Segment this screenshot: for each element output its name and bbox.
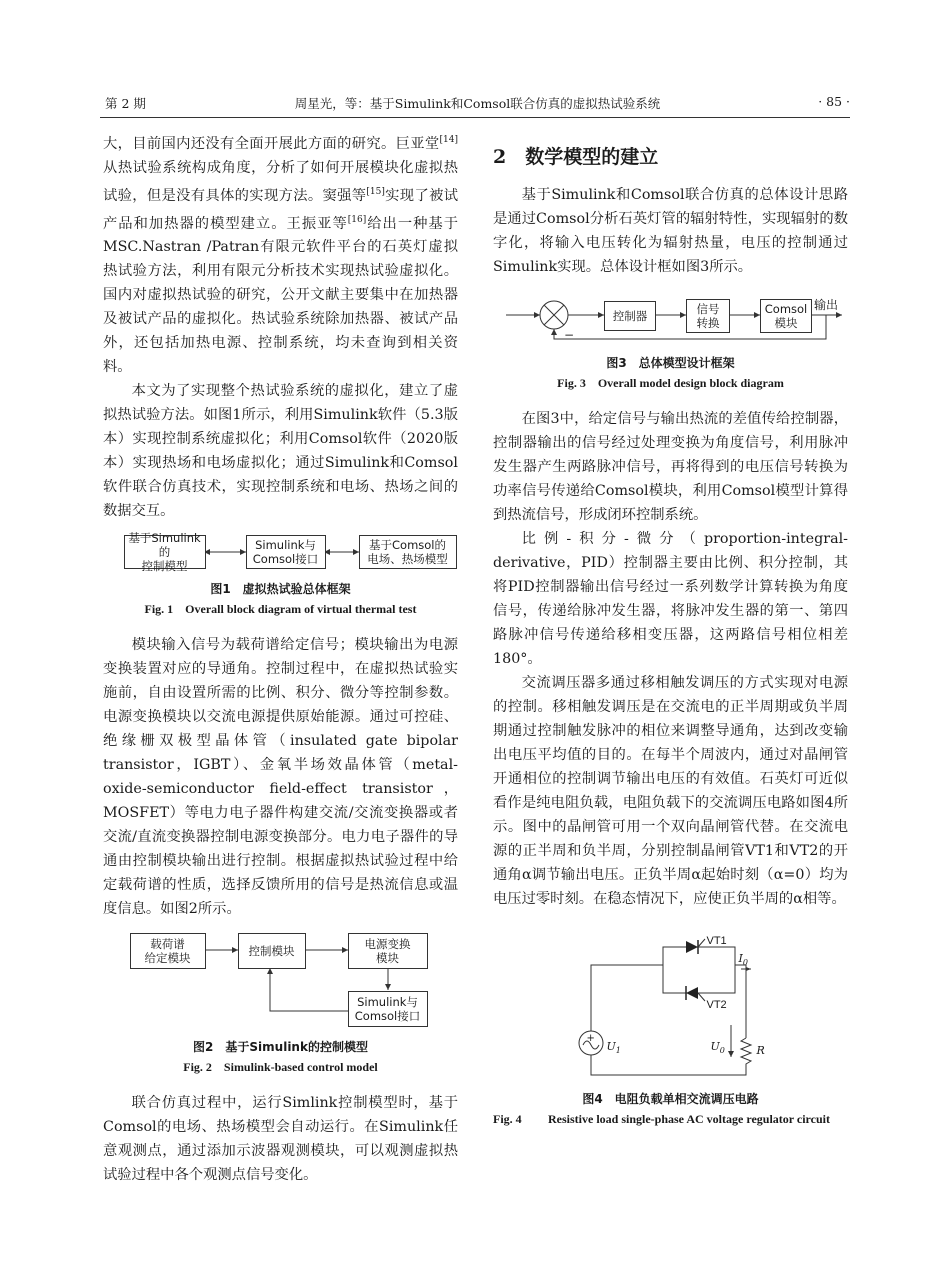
box-label: 电源变换 (364, 937, 411, 952)
u0-subscript: 0 (719, 1046, 725, 1056)
i0-symbol: I (738, 952, 743, 965)
issue-number: 第 2 期 (105, 96, 146, 111)
text-run: 从热试验系统构成角度，分析了如何开展模块化虚拟热试验，但是没有具体的实现方法。窦强等 (103, 159, 458, 204)
left-paragraph-3: 模块输入信号为载荷谱给定信号；模块输出为电源变换装置对应的导通角。控制过程中，在虚拟热试验实施前，自由设置所需的比例、积分、微分等控制参数。电源变换模块以交流电源提供原始能源。通过可控硅、绝缘栅双极型晶体管（insulated gate bipolar transistor，IGBT）、金氧半场效晶体管（metal-oxide-semiconductor field-effect transistor，MOSFET）等电力电子器件构建交流/交流变换器或者交流/直流变换器控制电源变换部分。电力电子器件的导通由控制模块输出进行控制。根据虚拟热试验过程中给定载荷谱的性质，选择反馈所用的信号是热流信息或温度信息。如图2所示。 (103, 637, 458, 918)
right-column (493, 128, 848, 1129)
fig1-interface-box (246, 535, 326, 569)
u1-subscript: 1 (615, 1046, 621, 1056)
right-paragraph-4: 交流调压器多通过移相触发调压的方式实现对电源的控制。移相触发调压是在交流电的正半周期或负半周期通过控制触发脉冲的相位来调整导通角，达到改变输出电压平均值的目的。在每半个周波内，通过对晶闸管开通相位的控制调节输出电压的有效值。石英灯可近似看作是纯电阻负载，电阻负载下的交流调压电路如图4所示。图中的晶闸管可用一个双向晶闸管代替。在交流电源的正半周和负半周，分别控制晶闸管VT1和VT2的开通角α调节输出电压。正负半周α起始时刻（α=0）均为电压过零时刻。在稳态情况下，应使正负半周的α相等。 (493, 675, 848, 907)
box-label: 信号 (696, 302, 720, 316)
arrowhead (385, 984, 391, 990)
figure-4-caption-text: Resistive load single-phase AC voltage regulator circuit (548, 1112, 830, 1126)
left-paragraph-4: 联合仿真过程中，运行Simlink控制模型时，基于Comsol的电场、热场模型会自动运行。在Simulink任意观测点，通过添加示波器观测模块，可以观测虚拟热试验过程中各个观测点信号变化。 (103, 1095, 458, 1184)
figure-2-caption-en: Fig. 2 Simulink-based control model (183, 1060, 378, 1075)
figure-2 (126, 933, 436, 1033)
box-label: 控制器 (612, 309, 648, 323)
box-label: 转换 (696, 316, 720, 330)
figure-3-caption-en: Fig. 3 Overall model design block diagram (557, 376, 784, 390)
feedback-line (270, 968, 348, 1011)
box-label: 基于Simulink的 (128, 531, 201, 560)
box-label: 基于Comsol的 (369, 538, 446, 553)
u1-label (607, 1035, 621, 1063)
figure-4-caption-cn: 图4 电阻负载单相交流调压电路 (582, 1092, 759, 1106)
thyristor-vt1 (686, 941, 698, 953)
box-label: Comsol (764, 302, 808, 316)
fig2-interface-box (348, 991, 428, 1027)
running-header (105, 94, 850, 114)
right-paragraph-2: 在图3中，给定信号与输出热流的差值传给控制器，控制器输出的信号经过处理变换为角度信号，利用脉冲发生器产生两路脉冲信号，再将得到的电压信号转换为功率信号传递给Comsol模块，利用Comsol模型计算得到热流信号，形成闭环控制系统。 (493, 411, 848, 523)
box-label: Simulink与 (255, 538, 316, 553)
fig3-signal-conversion-box (686, 299, 730, 333)
page-number: · 85 · (818, 94, 850, 109)
gate-lead (698, 993, 705, 1001)
vt1-label: VT1 (706, 935, 727, 947)
box-label: 模块 (774, 316, 798, 330)
text-run: 实现了被试产品和加热器的模型建立。王振亚等 (103, 187, 458, 232)
left-paragraph-1 (103, 128, 458, 379)
figure-3-caption-cn: 图3 总体模型设计框架 (606, 356, 735, 370)
plus-sign: + (586, 1033, 595, 1044)
box-label: 模块 (376, 951, 399, 966)
box-label: 电场、热场模型 (367, 552, 448, 567)
figure-2-caption-cn: 图2 基于Simulink的控制模型 (193, 1040, 368, 1055)
output-label: 输出 (814, 298, 839, 312)
citation-14[interactable]: [14] (439, 135, 458, 145)
arrowhead (551, 329, 557, 335)
figure-1 (116, 531, 448, 575)
running-title: 周星光，等：基于Simulink和Comsol联合仿真的虚拟热试验系统 (294, 96, 661, 111)
header-rule (100, 117, 850, 118)
box-label: 控制模块 (248, 944, 295, 959)
box-label: Comsol接口 (252, 552, 319, 567)
left-paragraph-2: 本文为了实现整个热试验系统的虚拟化，建立了虚拟热试验方法。如图1所示，利用Simulink软件（5.3版本）实现控制系统虚拟化；利用Comsol软件（2020版本）实现热场和电场虚拟化；通过Simulink和Comsol软件联合仿真技术，实现控制系统和电场、热场之间的数据交互。 (103, 383, 458, 520)
i0-label (739, 947, 748, 975)
thyristor-vt2 (686, 987, 698, 999)
fig2-power-box (348, 933, 428, 969)
box-label: Simulink与 (357, 995, 418, 1010)
box-label: 给定模块 (144, 951, 191, 966)
fig1-simulink-control-box (124, 531, 206, 574)
u0-label (711, 1035, 725, 1063)
figure-1-caption-cn: 图1 虚拟热试验总体框架 (210, 582, 351, 597)
fig2-control-box (238, 933, 306, 969)
i0-subscript: 0 (742, 958, 748, 968)
box-label: Comsol接口 (354, 1009, 421, 1024)
figure-4 (571, 935, 771, 1085)
fig3-comsol-box (760, 299, 812, 333)
box-label: 控制模型 (141, 559, 188, 574)
minus-sign: − (564, 328, 575, 342)
fig2-load-spectrum-box (130, 933, 206, 969)
left-column (103, 128, 458, 1187)
r-label: R (756, 1044, 765, 1057)
box-label: 载荷谱 (150, 937, 185, 952)
figure-3 (498, 293, 843, 349)
text-run: 大，目前国内还没有全面开展此方面的研究。巨亚堂 (103, 135, 440, 152)
u0-symbol: U (710, 1040, 720, 1053)
thyristor-loop (663, 947, 735, 993)
right-paragraph-1: 基于Simulink和Comsol联合仿真的总体设计思路是通过Comsol分析石英灯管的辐射特性，实现辐射的数字化，将输入电压转化为辐射热量，电压的控制通过Simulink实现。总体设计框如图3所示。 (493, 187, 848, 275)
wire (735, 965, 746, 1038)
fig1-comsol-box (359, 535, 457, 569)
arrowhead (728, 1051, 734, 1057)
vt2-label: VT2 (706, 999, 727, 1011)
figure-4-caption-en (493, 1109, 848, 1129)
u1-symbol: U (606, 1040, 616, 1053)
wire (591, 965, 663, 1035)
section-heading: 2 数学模型的建立 (493, 146, 659, 168)
citation-16[interactable]: [16] (347, 214, 367, 225)
figure-4-caption-label: Fig. 4 (493, 1112, 522, 1126)
fig3-controller-box (604, 301, 656, 331)
citation-15[interactable]: [15] (366, 186, 385, 197)
gate-lead (698, 939, 705, 947)
arrowhead (534, 312, 540, 318)
right-paragraph-3: 比例-积分-微分（proportion-integral-derivative，PID）控制器主要由比例、积分控制，其将PID控制器输出信号经过一系列数学计算转换为角度信号，传递给脉冲发生器，将脉冲发生器的第一、第四路脉冲信号传递给移相变压器，这两路信号相位相差180°。 (493, 531, 848, 667)
figure-1-caption-en: Fig. 1 Overall block diagram of virtual thermal test (144, 602, 417, 617)
text-run: 给出一种基于MSC.Nastran /Patran有限元软件平台的石英灯虚拟热试验方法，利用有限元分析技术实现热试验虚拟化。国内对虚拟热试验的研究，公开文献主要集中在加热器及被试产品的虚拟化。热试验系统除加热器、被试产品外，还包括加热电源、控制系统，均未查询到相关资料。 (103, 215, 459, 376)
